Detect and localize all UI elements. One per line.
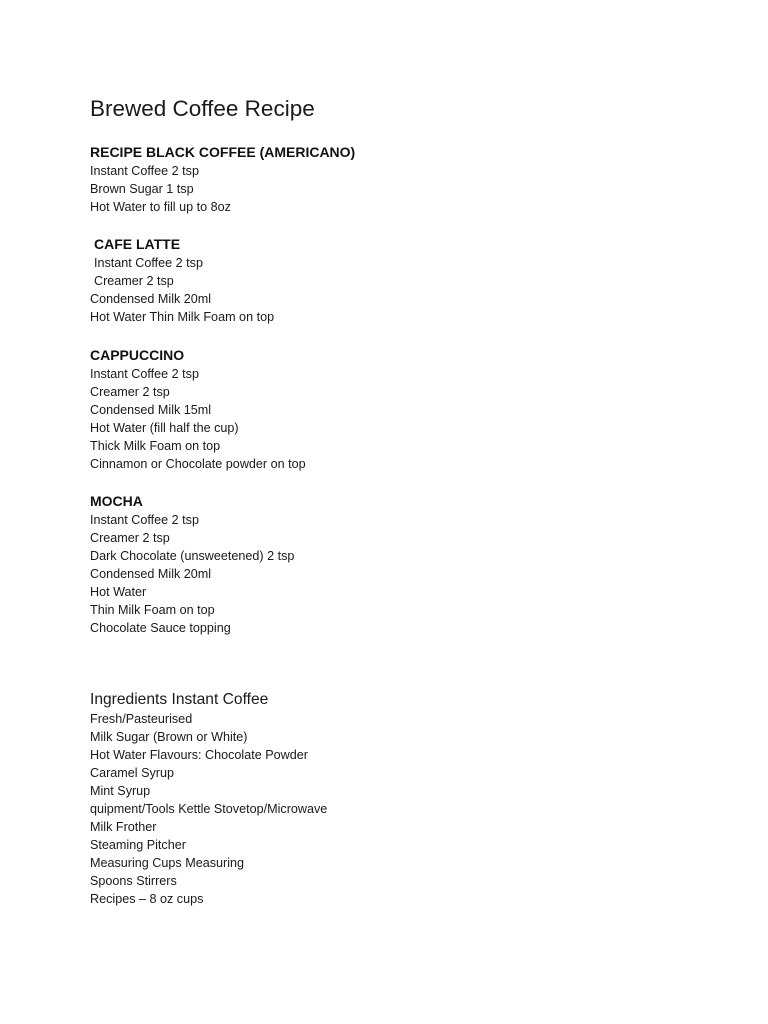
document-title: Brewed Coffee Recipe	[90, 96, 315, 121]
ingredient-line: Condensed Milk 20ml	[90, 567, 212, 581]
ingredient-line: Instant Coffee 2 tsp	[90, 513, 199, 527]
ingredient-list-cafe-latte	[90, 254, 274, 326]
section-cafe-latte	[90, 234, 274, 326]
section-heading-ingredients: Ingredients Instant Coffee	[90, 691, 269, 708]
ingredient-line: Creamer 2 tsp	[90, 385, 170, 399]
section-heading-cappuccino: CAPPUCCINO	[90, 347, 185, 363]
section-heading-americano: RECIPE BLACK COFFEE (AMERICANO)	[90, 144, 356, 160]
ingredient-line: Fresh/Pasteurised	[90, 712, 193, 726]
ingredient-list-americano	[90, 162, 355, 216]
ingredient-line: Condensed Milk 15ml	[90, 403, 212, 417]
section-heading-cafe-latte: CAFE LATTE	[94, 236, 181, 252]
ingredient-line: Condensed Milk 20ml	[90, 292, 212, 306]
ingredient-line: Measuring Cups Measuring	[90, 856, 244, 870]
ingredient-line: Brown Sugar 1 tsp	[90, 182, 194, 196]
ingredient-line: Steaming Pitcher	[90, 838, 186, 852]
section-americano	[90, 142, 355, 216]
ingredient-line: Thin Milk Foam on top	[90, 603, 215, 617]
ingredient-line: Hot Water	[90, 585, 147, 599]
ingredient-line: Creamer 2 tsp	[90, 531, 170, 545]
ingredient-line: Instant Coffee 2 tsp	[90, 367, 199, 381]
ingredient-list-general	[90, 710, 327, 908]
section-cappuccino	[90, 345, 306, 473]
ingredient-line: Hot Water (fill half the cup)	[90, 421, 239, 435]
ingredient-line: Instant Coffee 2 tsp	[90, 164, 199, 178]
ingredient-line: Recipes – 8 oz cups	[90, 892, 204, 906]
ingredient-line: Hot Water Thin Milk Foam on top	[90, 310, 275, 324]
ingredient-list-cappuccino	[90, 365, 306, 473]
ingredient-line: Hot Water Flavours: Chocolate Powder	[90, 748, 308, 762]
ingredient-line: Spoons Stirrers	[90, 874, 177, 888]
ingredient-line: Mint Syrup	[90, 784, 151, 798]
ingredient-line: quipment/Tools Kettle Stovetop/Microwave	[90, 802, 328, 816]
ingredient-line: Cinnamon or Chocolate powder on top	[90, 457, 306, 471]
ingredient-line: Hot Water to fill up to 8oz	[90, 200, 231, 214]
section-heading-mocha: MOCHA	[90, 493, 143, 509]
section-ingredients	[90, 688, 327, 908]
section-mocha	[90, 491, 294, 637]
ingredient-line: Creamer 2 tsp	[94, 274, 174, 288]
ingredient-line: Milk Frother	[90, 820, 157, 834]
ingredient-line: Milk Sugar (Brown or White)	[90, 730, 248, 744]
ingredient-list-mocha	[90, 511, 294, 637]
ingredient-line: Caramel Syrup	[90, 766, 174, 780]
ingredient-line: Chocolate Sauce topping	[90, 621, 231, 635]
ingredient-line: Dark Chocolate (unsweetened) 2 tsp	[90, 549, 295, 563]
ingredient-line: Thick Milk Foam on top	[90, 439, 221, 453]
ingredient-line: Instant Coffee 2 tsp	[94, 256, 203, 270]
